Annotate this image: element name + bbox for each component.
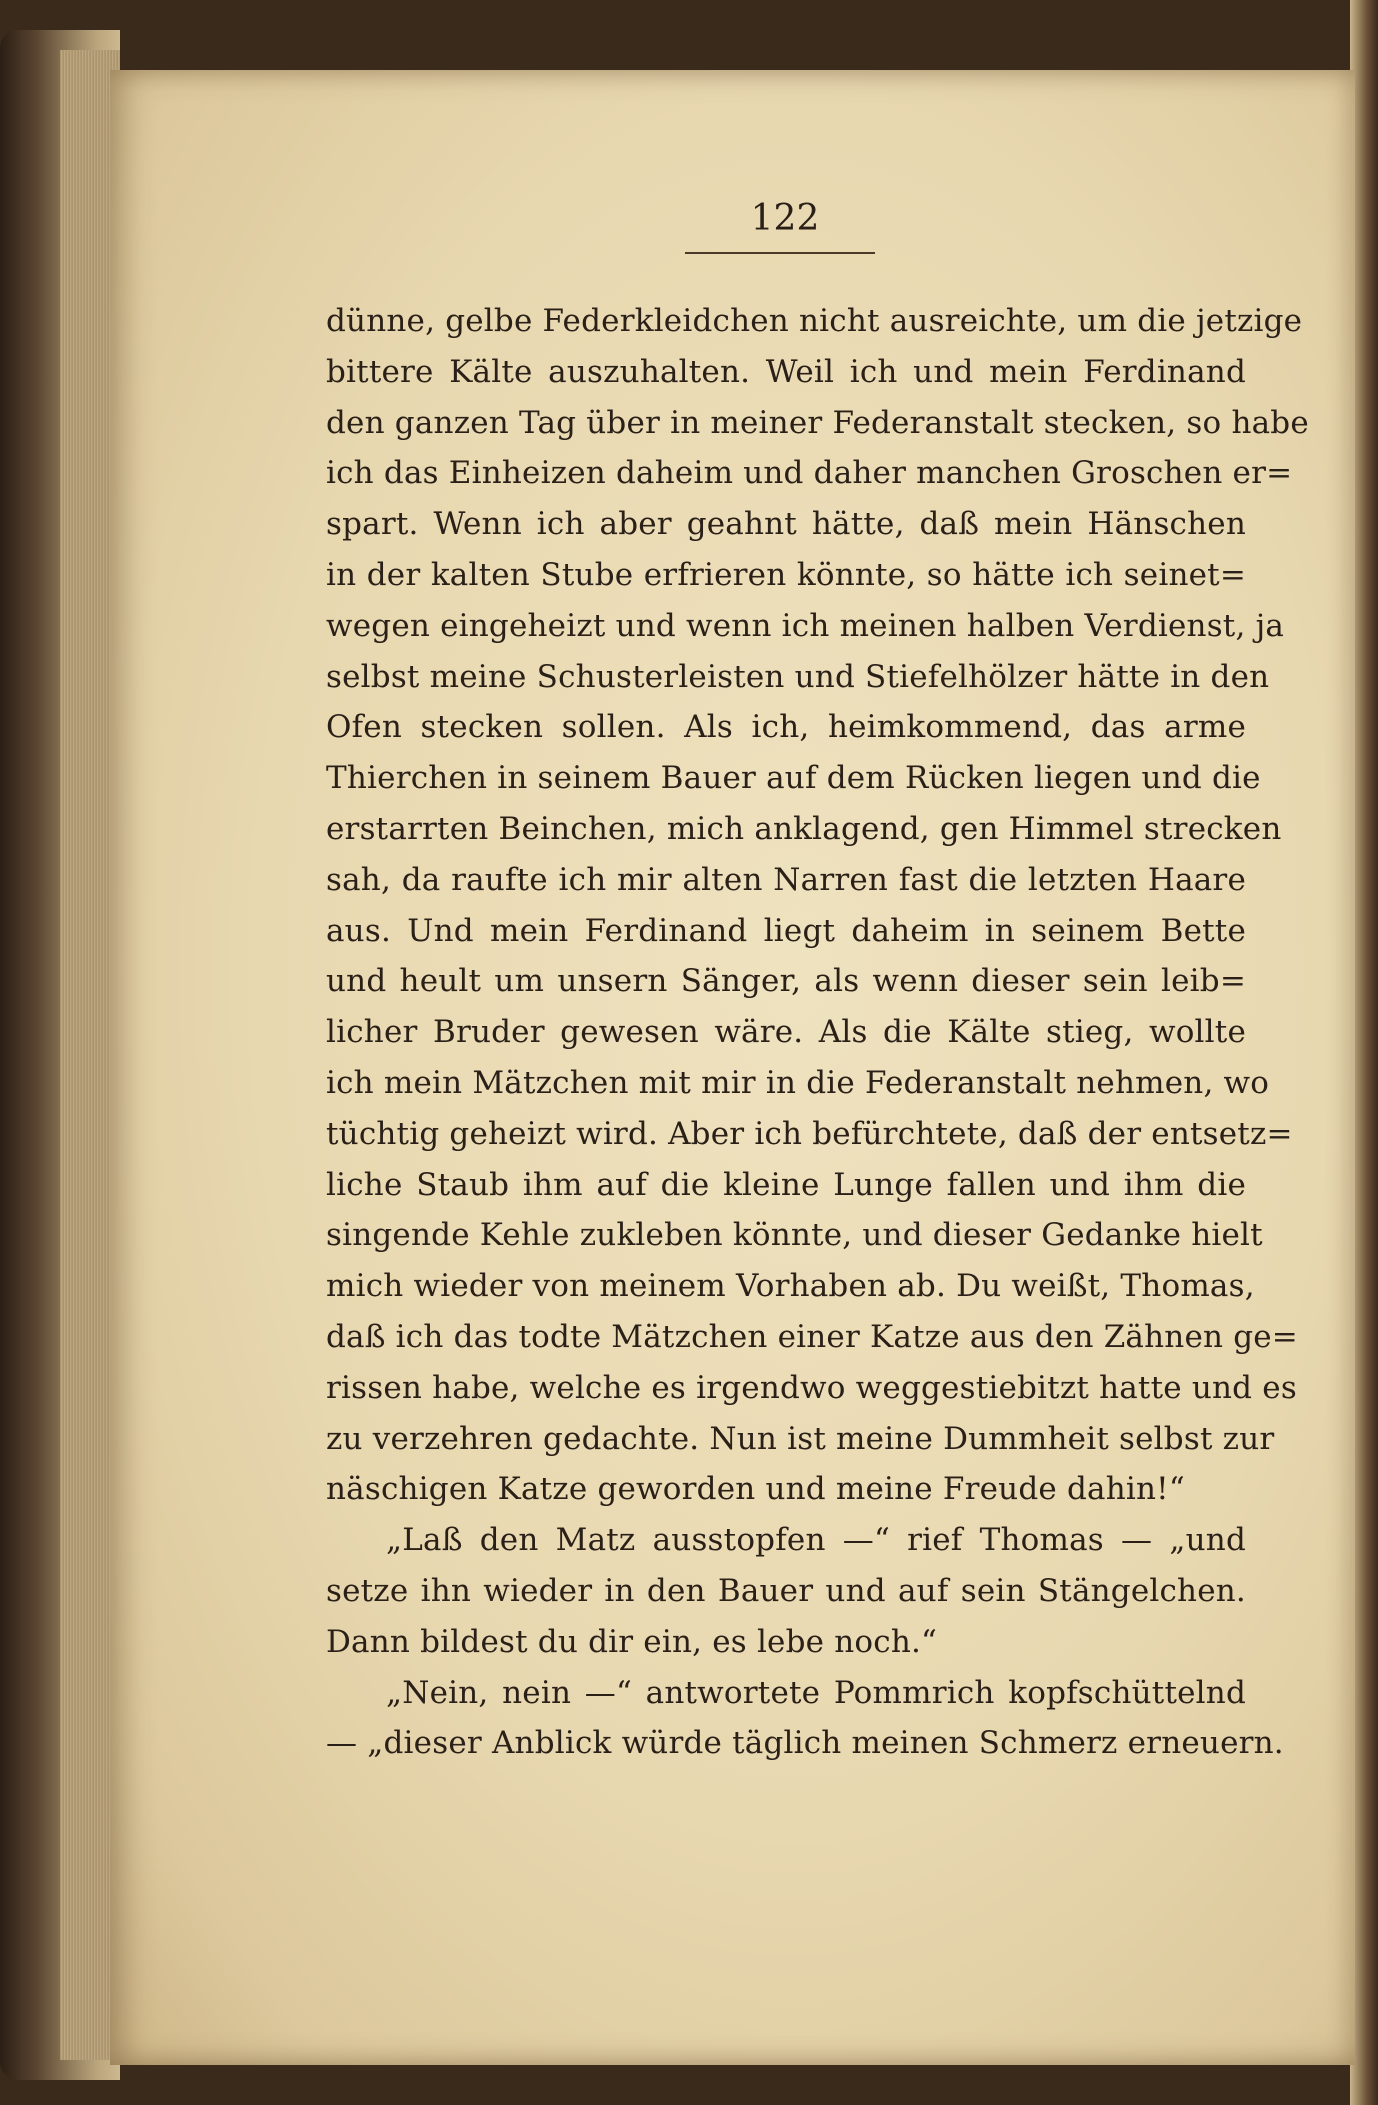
- text-line: liche Staub ihm auf die kleine Lunge fallen und ihm die: [326, 1166, 1246, 1203]
- body-text: [326, 296, 1309, 1769]
- text-line: Thierchen in seinem Bauer auf dem Rücken liegen und die: [326, 760, 1261, 797]
- text-line: den ganzen Tag über in meiner Federanstalt stecken, so habe: [326, 404, 1309, 441]
- text-line: Ofen stecken sollen. Als ich, heimkommend, das arme: [326, 709, 1246, 746]
- text-line: mich wieder von meinem Vorhaben ab. Du weißt, Thomas,: [326, 1268, 1255, 1305]
- text-line: — „dieser Anblick würde täglich meinen Schmerz erneuern.: [326, 1725, 1284, 1762]
- text-line: dünne, gelbe Federkleidchen nicht ausreichte, um die jetzige: [326, 303, 1303, 339]
- page-number: 122: [750, 198, 820, 239]
- text-line: näschigen Katze geworden und meine Freude dahin!“: [326, 1471, 1185, 1508]
- text-line: aus. Und mein Ferdinand liegt daheim in seinem Bette: [326, 912, 1246, 949]
- text-line: erstarrten Beinchen, mich anklagend, gen Himmel strecken: [326, 810, 1282, 847]
- text-line: und heult um unsern Sänger, als wenn dieser sein leib=: [326, 963, 1246, 1000]
- text-line: selbst meine Schusterleisten und Stiefelhölzer hätte in den: [326, 658, 1270, 695]
- text-line: „Laß den Matz ausstopfen —“ rief Thomas — „und: [386, 1522, 1246, 1559]
- text-line: licher Bruder gewesen wäre. Als die Kälte stieg, wollte: [326, 1014, 1246, 1051]
- text-line: in der kalten Stube erfrieren könnte, so hätte ich seinet=: [326, 556, 1246, 593]
- text-line: singende Kehle zukleben könnte, und dieser Gedanke hielt: [326, 1217, 1263, 1254]
- text-line: bittere Kälte auszuhalten. Weil ich und mein Ferdinand: [326, 353, 1246, 390]
- text-line: setze ihn wieder in den Bauer und auf sein Stängelchen.: [326, 1572, 1246, 1609]
- text-line: zu verzehren gedachte. Nun ist meine Dummheit selbst zur: [326, 1420, 1275, 1457]
- text-line: ich das Einheizen daheim und daher manchen Groschen er=: [326, 455, 1293, 492]
- text-line: ich mein Mätzchen mit mir in die Federanstalt nehmen, wo: [326, 1064, 1270, 1101]
- text-line: sah, da raufte ich mir alten Narren fast die letzten Haare: [326, 861, 1246, 898]
- text-line: tüchtig geheizt wird. Aber ich befürchtete, daß der entsetz=: [326, 1115, 1293, 1152]
- text-line: rissen habe, welche es irgendwo weggestiebitzt hatte und es: [326, 1369, 1297, 1406]
- text-line: Dann bildest du dir ein, es lebe noch.“: [326, 1623, 938, 1660]
- text-line: „Nein, nein —“ antwortete Pommrich kopfschüttelnd: [386, 1674, 1246, 1711]
- text-line: spart. Wenn ich aber geahnt hätte, daß mein Hänschen: [326, 506, 1246, 543]
- text-line: daß ich das todte Mätzchen einer Katze aus den Zähnen ge=: [326, 1318, 1298, 1355]
- header-rule: [685, 252, 875, 254]
- text-line: wegen eingeheizt und wenn ich meinen halben Verdienst, ja: [326, 607, 1285, 644]
